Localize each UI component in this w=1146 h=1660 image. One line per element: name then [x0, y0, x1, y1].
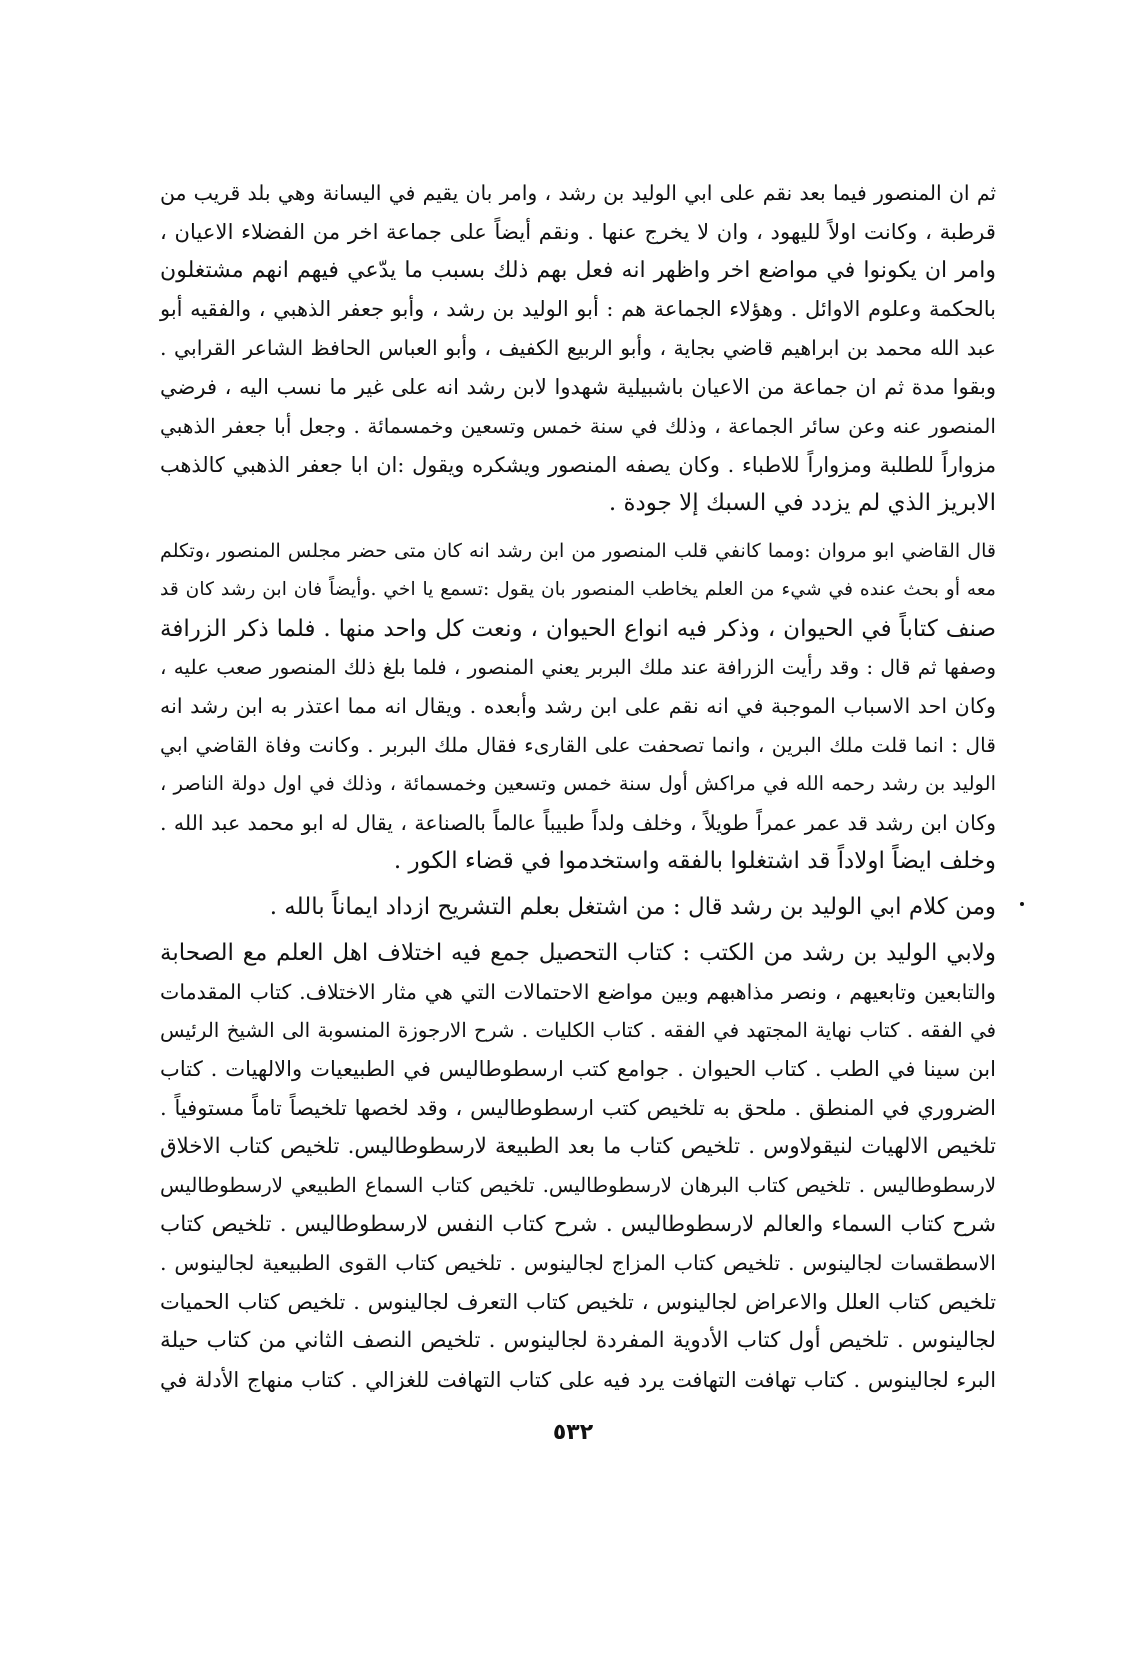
text-line: وبقوا مدة ثم ان جماعة من الاعيان باشبيلية شهدوا لابن رشد انه على غير ما نسب اليه ، فرضي [160, 373, 996, 399]
text-line: الاسطقسات لجالينوس . تلخيص كتاب المزاج لجالينوس . تلخيص كتاب القوى الطبيعية لجالينوس . [160, 1251, 996, 1276]
text-line: الابريز الذي لم يزدد في السبك إلا جودة . [608, 490, 996, 517]
text-line: والتابعين وتابعيهم ، ونصر مذاهبهم وبين مواضع الاحتمالات التي هي مثار الاختلاف. كتاب المقدمات [160, 979, 996, 1004]
paragraph-ibn-rushd-exile [160, 174, 996, 523]
text-line: ثم ان المنصور فيما بعد نقم على ابي الوليد بن رشد ، وامر بان يقيم في اليسانة وهي بلد قريب من [160, 181, 996, 205]
text-line: قال القاضي ابو مروان :ومما كانفي قلب المنصور من ابن رشد انه كان متى حضر مجلس المنصور ،وتكلم [160, 539, 996, 562]
text-line: وكان ابن رشد قد عمر عمراً طويلاً ، وخلف ولداً طبيباً عالماً بالصناعة ، يقال له ابو محمد عبد الله . [160, 810, 996, 835]
text-line: الضروري في المنطق . ملحق به تلخيص كتب ارسطوطاليس ، وقد لخصها تلخيصاً تاماً مستوفياً . [160, 1096, 996, 1121]
text-line: وصفها ثم قال : وقد رأيت الزرافة عند ملك البربر يعني المنصور ، فلما بلغ ذلك المنصور صعب عليه ، [160, 655, 996, 680]
text-line: تلخيص كتاب العلل والاعراض لجالينوس ، تلخيص كتاب التعرف لجالينوس . تلخيص كتاب الحميات [160, 1290, 996, 1315]
text-line: عبد الله محمد بن ابراهيم قاضي بجاية ، وأبو الربيع الكفيف ، وأبو العباس الحافظ الشاعر القرابي . [160, 336, 996, 361]
text-line: البرء لجالينوس . كتاب تهافت التهافت يرد فيه على كتاب التهافت للغزالي . كتاب منهاج الأدلة في [160, 1367, 996, 1392]
text-line: وكان احد الاسباب الموجبة في انه نقم على ابن رشد وأبعده . ويقال انه مما اعتذر به ابن رشد انه [160, 694, 996, 719]
text-line: معه أو بحث عنده في شيء من العلم يخاطب المنصور بان يقول :تسمع يا اخي .وأيضاً فان ابن رشد كان قد [160, 578, 996, 600]
text-line: صنف كتاباً في الحيوان ، وذكر فيه انواع الحيوان ، ونعت كل واحد منها . فلما ذكر الزرافة [160, 615, 996, 642]
text-line: وامر ان يكونوا في مواضع اخر واظهر انه فعل بهم ذلك بسبب ما يدّعي فيهم انهم مشتغلون [160, 257, 996, 283]
text-line: قرطبة ، وكانت اولاً لليهود ، وان لا يخرج عنها . ونقم أيضاً على جماعة اخر من الفضلاء الاعيان ، [160, 218, 996, 244]
text-line: ولابي الوليد بن رشد من الكتب : كتاب التحصيل جمع فيه اختلاف اهل العلم مع الصحابة [160, 940, 996, 966]
paragraph-abu-marwan-account [160, 532, 996, 881]
text-line: بالحكمة وعلوم الاوائل . وهؤلاء الجماعة هم : أبو الوليد بن رشد ، وأبو جعفر الذهبي ، والفقيه أبو [160, 297, 996, 322]
text-line: شرح كتاب السماء والعالم لارسطوطاليس . شرح كتاب النفس لارسطوطاليس . تلخيص كتاب [160, 1211, 996, 1237]
page-number: ٥٣٢ [552, 1420, 594, 1445]
text-line: وخلف ايضاً اولاداً قد اشتغلوا بالفقه واستخدموا في قضاء الكور . [393, 848, 996, 875]
text-line: المنصور عنه وعن سائر الجماعة ، وذلك في سنة خمس وتسعين وخمسمائة . وجعل أبا جعفر الذهبي [160, 413, 996, 438]
paragraph-quote [160, 888, 996, 927]
text-line: مزواراً للطلبة ومزواراً للاطباء . وكان يصفه المنصور ويشكره ويقول :ان ابا جعفر الذهبي كالذهب [160, 452, 996, 477]
text-line: الوليد بن رشد رحمه الله في مراكش أول سنة خمس وتسعين وخمسمائة ، وذلك في اول دولة الناصر ، [160, 771, 996, 795]
text-line: ومن كلام ابي الوليد بن رشد قال : من اشتغل بعلم التشريح ازداد ايماناً بالله . [269, 894, 996, 920]
text-line: ابن سينا في الطب . كتاب الحيوان . جوامع كتب ارسطوطاليس في الطبيعيات والالهيات . كتاب [160, 1056, 996, 1082]
margin-mark [1020, 902, 1024, 906]
text-line: قال : انما قلت ملك البرين ، وانما تصحفت على القارىء فقال ملك البربر . وكانت وفاة القاضي ابي [160, 732, 996, 757]
text-line: لارسطوطاليس . تلخيص كتاب البرهان لارسطوطاليس. تلخيص كتاب السماع الطبيعي لارسطوطاليس [160, 1173, 996, 1197]
text-line: تلخيص الالهيات لنيقولاوس . تلخيص كتاب ما بعد الطبيعة لارسطوطاليس. تلخيص كتاب الاخلاق [160, 1133, 996, 1159]
paragraph-book-list [160, 934, 996, 1400]
text-line: في الفقه . كتاب نهاية المجتهد في الفقه . كتاب الكليات . شرح الارجوزة المنسوبة الى الشيخ الرئيس [160, 1018, 996, 1042]
text-line: لجالينوس . تلخيص أول كتاب الأدوية المفردة لجالينوس . تلخيص النصف الثاني من كتاب حيلة [160, 1327, 996, 1353]
